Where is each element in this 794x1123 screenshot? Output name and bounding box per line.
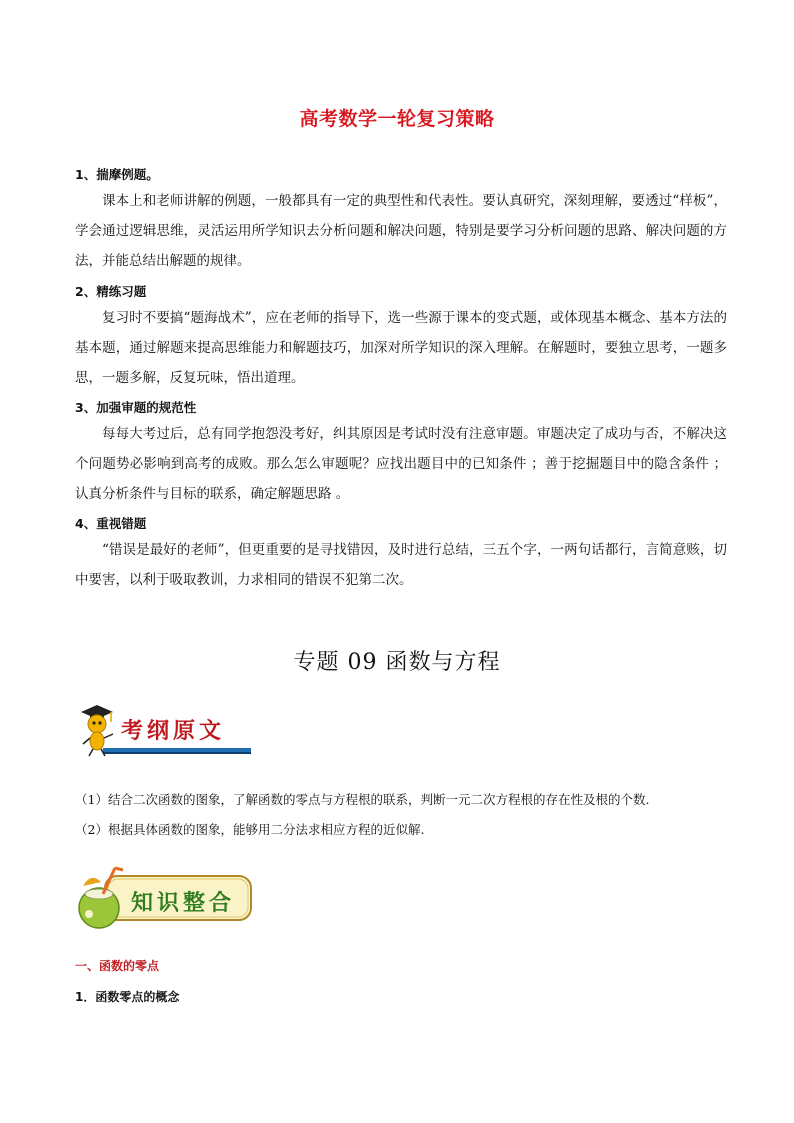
section-heading-1: 1、揣摩例题。: [75, 167, 159, 182]
knowledge-banner: [75, 864, 255, 934]
topic-title: 专题 09 函数与方程: [293, 650, 501, 675]
section-body-3: 每每大考过后，总有同学抱怨没考好，纠其原因是考试时没有注意审题。审题决定了成功与否，不解决这个问题势必影响到高考的成败。那么怎么审题呢？应找出题目中的已知条件 ；善于挖掘题目中的隐含条件 ；认真分析条件与目标的联系，确定解题思路 。: [75, 426, 727, 502]
knowledge-banner-label: 知识整合: [131, 890, 236, 916]
subsection-heading: 一、函数的零点: [75, 959, 160, 973]
section-body-4: “错误是最好的老师”，但更重要的是寻找错因，及时进行总结，三五个字，一两句话都行，言简意赅，切中要害，以利于吸取教训，力求相同的错误不犯第二次。: [75, 542, 727, 588]
section-heading-4: 4、重视错题: [75, 516, 147, 531]
section-heading-2: 2、精练习题: [75, 284, 147, 299]
outline-banner: [75, 698, 255, 760]
outline-item-1: （1）结合二次函数的图象，了解函数的零点与方程根的联系，判断一元二次方程根的存在性及根的个数.: [75, 792, 650, 807]
subsubsection-heading: 1．函数零点的概念: [75, 990, 180, 1004]
section-heading-3: 3、加强审题的规范性: [75, 400, 197, 415]
outline-banner-label: 考纲原文: [121, 718, 226, 744]
outline-item-2: （2）根据具体函数的图象，能够用二分法求相应方程的近似解.: [75, 822, 425, 837]
section-body-1: 课本上和老师讲解的例题，一般都具有一定的典型性和代表性。要认真研究，深刻理解，要透过“样板”，学会通过逻辑思维，灵活运用所学知识去分析问题和解决问题，特别是要学习分析问题的思路、解决问题的方法，并能总结出解题的规律。: [75, 193, 727, 269]
document-title: 高考数学一轮复习策略: [299, 108, 495, 130]
section-body-2: 复习时不要搞“题海战术”，应在老师的指导下，选一些源于课本的变式题，或体现基本概念、基本方法的基本题，通过解题来提高思维能力和解题技巧，加深对所学知识的深入理解。在解题时，要独立思考，一题多思，一题多解，反复玩味，悟出道理。: [75, 310, 727, 386]
